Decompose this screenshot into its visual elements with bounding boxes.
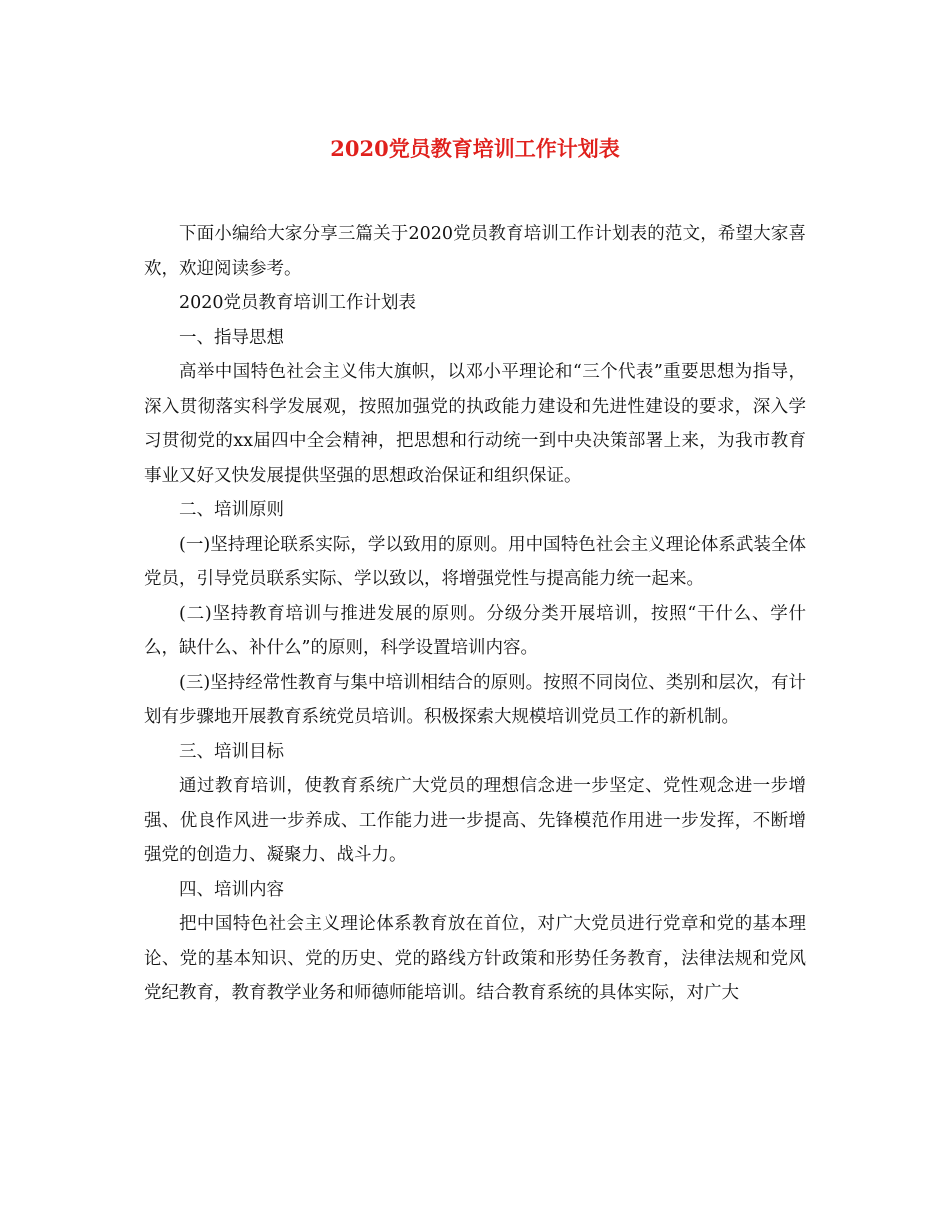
heading-training-principles: 二、培训原则 (179, 500, 284, 520)
intro-paragraph: 下面小编给大家分享三篇关于2020党员教育培训工作计划表的范文，希望大家喜欢，欢迎阅读参考。 (144, 224, 806, 279)
paragraph-principle-3: (三)坚持经常性教育与集中培训相结合的原则。按照不同岗位、类别和层次，有计划有步骤地开展教育系统党员培训。积极探索大规模培训党员工作的新机制。 (144, 672, 806, 727)
paragraph-principle-1: (一)坚持理论联系实际，学以致用的原则。用中国特色社会主义理论体系武装全体党员，引导党员联系实际、学以致以，将增强党性与提高能力统一起来。 (144, 534, 806, 589)
document-body (144, 217, 806, 1011)
document-title: 2020党员教育培训工作计划表 (330, 136, 620, 161)
paragraph-training-goals: 通过教育培训，使教育系统广大党员的理想信念进一步坚定、党性观念进一步增强、优良作风进一步养成、工作能力进一步提高、先锋模范作用进一步发挥，不断增强党的创造力、凝聚力、战斗力。 (144, 776, 806, 865)
paragraph-training-content: 把中国特色社会主义理论体系教育放在首位，对广大党员进行党章和党的基本理论、党的基本知识、党的历史、党的路线方针政策和形势任务教育，法律法规和党风党纪教育，教育教学业务和师德师能培训。结合教育系统的具体实际，对广大 (144, 914, 806, 1003)
heading-training-goals: 三、培训目标 (179, 741, 284, 762)
paragraph-guiding-ideology: 高举中国特色社会主义伟大旗帜，以邓小平理论和“三个代表”重要思想为指导，深入贯彻落实科学发展观，按照加强党的执政能力建设和先进性建设的要求，深入学习贯彻党的xx届四中全会精神，把思想和行动统一到中央决策部署上来，为我市教育事业又好又快发展提供坚强的思想政治保证和组织保证。 (144, 362, 806, 486)
heading-training-content: 四、培训内容 (179, 879, 284, 900)
paragraph-principle-2: (二)坚持教育培训与推进发展的原则。分级分类开展培训，按照“干什么、学什么，缺什么、补什么”的原则，科学设置培训内容。 (144, 603, 806, 658)
section-title: 2020党员教育培训工作计划表 (179, 293, 417, 313)
heading-guiding-ideology: 一、指导思想 (179, 327, 284, 348)
